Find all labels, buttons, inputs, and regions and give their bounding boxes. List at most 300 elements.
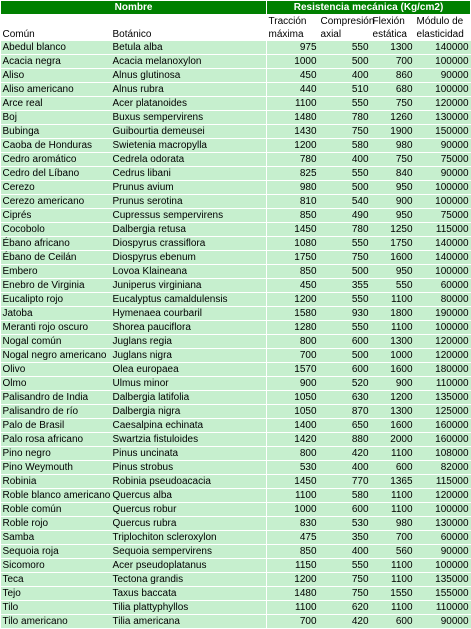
cell-modulo: 120000 — [415, 97, 471, 111]
cell-botanico: Diospyrus crassiflora — [111, 237, 267, 251]
cell-traccion: 1580 — [267, 307, 319, 321]
cell-botanico: Taxus baccata — [111, 587, 267, 601]
cell-botanico: Eucalyptus camaldulensis — [111, 293, 267, 307]
cell-botanico: Olea europaea — [111, 363, 267, 377]
table-row — [1, 601, 471, 615]
cell-traccion: 450 — [267, 279, 319, 293]
cell-compresion: 550 — [319, 559, 371, 573]
cell-modulo: 120000 — [415, 489, 471, 503]
table-row — [1, 139, 471, 153]
cell-compresion: 780 — [319, 111, 371, 125]
cell-compresion: 530 — [319, 517, 371, 531]
cell-traccion: 850 — [267, 265, 319, 279]
cell-botanico: Prunus avium — [111, 181, 267, 195]
cell-flexion: 600 — [371, 461, 415, 475]
table-row — [1, 335, 471, 349]
cell-comun: Olivo — [1, 363, 111, 377]
cell-compresion: 520 — [319, 377, 371, 391]
cell-comun: Jatoba — [1, 307, 111, 321]
cell-comun: Tilo — [1, 601, 111, 615]
cell-flexion: 1100 — [371, 503, 415, 517]
cell-traccion: 700 — [267, 349, 319, 363]
cell-compresion: 490 — [319, 209, 371, 223]
cell-flexion: 700 — [371, 55, 415, 69]
cell-flexion: 1100 — [371, 601, 415, 615]
cell-compresion: 600 — [319, 363, 371, 377]
table-row — [1, 545, 471, 559]
cell-comun: Palo de Brasil — [1, 419, 111, 433]
cell-modulo: 135000 — [415, 573, 471, 587]
cell-flexion: 950 — [371, 181, 415, 195]
cell-compresion: 500 — [319, 181, 371, 195]
cell-modulo: 90000 — [415, 69, 471, 83]
nombre-header: Nombre — [1, 1, 267, 15]
cell-modulo: 100000 — [415, 181, 471, 195]
table-row — [1, 307, 471, 321]
cell-modulo: 130000 — [415, 517, 471, 531]
cell-compresion: 620 — [319, 601, 371, 615]
cell-comun: Aliso — [1, 69, 111, 83]
cell-compresion: 780 — [319, 223, 371, 237]
cell-traccion: 1450 — [267, 223, 319, 237]
table-row — [1, 69, 471, 83]
cell-flexion: 1550 — [371, 587, 415, 601]
cell-flexion: 1900 — [371, 125, 415, 139]
cell-botanico: Quercus rubra — [111, 517, 267, 531]
cell-comun: Nogal negro americano — [1, 349, 111, 363]
cell-modulo: 90000 — [415, 615, 471, 629]
cell-modulo: 100000 — [415, 55, 471, 69]
cell-modulo: 135000 — [415, 391, 471, 405]
cell-comun: Caoba de Honduras — [1, 139, 111, 153]
cell-modulo: 90000 — [415, 167, 471, 181]
cell-comun: Roble blanco americano — [2, 490, 111, 501]
cell-comun: Sicomoro — [1, 559, 111, 573]
cell-comun: Sequoia roja — [1, 545, 111, 559]
cell-comun: Eucalipto rojo — [1, 293, 111, 307]
cell-compresion: 550 — [319, 293, 371, 307]
cell-compresion: 550 — [319, 97, 371, 111]
cell-comun: Ébano africano — [1, 237, 111, 251]
cell-comun: Boj — [1, 111, 111, 125]
cell-comun: Meranti rojo oscuro — [1, 321, 111, 335]
resistencia-header: Resistencia mecánica (Kg/cm2) — [267, 1, 471, 15]
cell-comun: Acacia negra — [1, 55, 111, 69]
cell-compresion: 630 — [319, 391, 371, 405]
table-row — [1, 41, 471, 55]
cell-modulo: 110000 — [415, 377, 471, 391]
cell-traccion: 975 — [267, 41, 319, 55]
cell-modulo: 160000 — [415, 419, 471, 433]
cell-compresion: 400 — [319, 545, 371, 559]
col-compresion-line2: axial — [320, 29, 342, 40]
cell-comun: Samba — [1, 531, 111, 545]
cell-compresion: 500 — [319, 55, 371, 69]
cell-traccion: 1400 — [267, 419, 319, 433]
table-row — [1, 237, 471, 251]
table-row — [1, 321, 471, 335]
cell-modulo: 140000 — [415, 41, 471, 55]
cell-botanico: Shorea pauciflora — [111, 321, 267, 335]
table-row — [1, 293, 471, 307]
cell-traccion: 700 — [267, 615, 319, 629]
cell-flexion: 980 — [371, 517, 415, 531]
cell-comun: Roble rojo — [1, 517, 111, 531]
col-compresion — [319, 15, 375, 42]
table-row — [1, 419, 471, 433]
cell-traccion: 850 — [267, 209, 319, 223]
cell-traccion: 1150 — [267, 559, 319, 573]
cell-flexion: 1300 — [371, 41, 415, 55]
cell-botanico: Sequoia sempervirens — [111, 545, 267, 559]
cell-compresion: 750 — [319, 573, 371, 587]
cell-botanico: Dalbergia nigra — [111, 405, 267, 419]
cell-traccion: 450 — [267, 69, 319, 83]
table-row — [1, 489, 471, 503]
cell-modulo: 100000 — [415, 195, 471, 209]
cell-traccion: 900 — [267, 377, 319, 391]
cell-traccion: 830 — [267, 517, 319, 531]
col-modulo-line2: elasticidad — [416, 29, 464, 40]
cell-flexion: 1100 — [371, 293, 415, 307]
table-row — [1, 615, 471, 629]
cell-flexion: 700 — [371, 531, 415, 545]
cell-traccion: 1420 — [267, 433, 319, 447]
cell-compresion: 550 — [319, 41, 371, 55]
cell-flexion: 750 — [371, 97, 415, 111]
cell-traccion: 1200 — [267, 573, 319, 587]
cell-botanico: Hymenaea courbaril — [111, 307, 267, 321]
cell-flexion: 980 — [371, 139, 415, 153]
cell-modulo: 100000 — [415, 503, 471, 517]
cell-comun: Aliso americano — [1, 83, 111, 97]
cell-flexion: 1000 — [371, 349, 415, 363]
cell-compresion: 580 — [319, 489, 371, 503]
cell-comun: Tilo americano — [1, 615, 111, 629]
cell-comun: Palisandro de río — [1, 405, 111, 419]
cell-flexion: 840 — [371, 167, 415, 181]
cell-modulo: 90000 — [415, 545, 471, 559]
cell-flexion: 1100 — [371, 321, 415, 335]
cell-modulo: 100000 — [415, 321, 471, 335]
cell-comun: Pino Weymouth — [1, 461, 111, 475]
cell-modulo: 110000 — [415, 601, 471, 615]
table-body — [1, 15, 471, 629]
table-row — [1, 461, 471, 475]
col-compresion-line1: Compresión — [320, 16, 375, 27]
cell-flexion: 1600 — [371, 419, 415, 433]
col-flexion — [371, 15, 415, 42]
cell-flexion: 860 — [371, 69, 415, 83]
col-modulo-line1: Módulo de — [416, 16, 464, 27]
cell-botanico: Prunus serotina — [111, 195, 267, 209]
cell-botanico: Dalbergia retusa — [111, 223, 267, 237]
cell-compresion: 580 — [319, 139, 371, 153]
cell-traccion: 1080 — [267, 237, 319, 251]
table-row — [1, 391, 471, 405]
col-modulo — [415, 15, 471, 42]
cell-modulo: 150000 — [415, 125, 471, 139]
cell-flexion: 680 — [371, 83, 415, 97]
table-row — [1, 83, 471, 97]
cell-compresion: 770 — [319, 475, 371, 489]
table-row — [1, 475, 471, 489]
table-row — [1, 153, 471, 167]
table-row — [1, 363, 471, 377]
cell-modulo: 100000 — [415, 83, 471, 97]
cell-flexion: 1100 — [371, 573, 415, 587]
cell-comun: Robinia — [1, 475, 111, 489]
cell-botanico: Acacia melanoxylon — [111, 55, 267, 69]
cell-flexion: 950 — [371, 209, 415, 223]
col-traccion-line2: máxima — [268, 29, 304, 40]
cell-botanico: Cedrus libani — [111, 167, 267, 181]
cell-botanico: Acer pseudoplatanus — [111, 559, 267, 573]
table-row — [1, 223, 471, 237]
table-row — [1, 265, 471, 279]
cell-comun: Roble común — [1, 503, 111, 517]
table-row — [1, 209, 471, 223]
cell-compresion: 600 — [319, 503, 371, 517]
cell-flexion: 2000 — [371, 433, 415, 447]
cell-compresion: 750 — [319, 251, 371, 265]
cell-flexion: 1365 — [371, 475, 415, 489]
table-row — [1, 349, 471, 363]
cell-traccion: 980 — [267, 181, 319, 195]
cell-modulo: 100000 — [415, 559, 471, 573]
cell-modulo: 130000 — [415, 111, 471, 125]
cell-traccion: 810 — [267, 195, 319, 209]
cell-compresion: 930 — [319, 307, 371, 321]
cell-modulo: 120000 — [415, 335, 471, 349]
cell-comun: Tejo — [1, 587, 111, 601]
cell-modulo: 115000 — [415, 475, 471, 489]
table-row — [1, 433, 471, 447]
cell-modulo: 75000 — [415, 209, 471, 223]
cell-botanico: Dalbergia latifolia — [111, 391, 267, 405]
cell-flexion: 1600 — [371, 251, 415, 265]
cell-modulo: 190000 — [415, 307, 471, 321]
cell-compresion: 500 — [319, 265, 371, 279]
col-comun: Común — [2, 29, 35, 40]
cell-traccion: 1750 — [267, 251, 319, 265]
cell-botanico: Buxus sempervirens — [111, 111, 267, 125]
table-row — [1, 573, 471, 587]
cell-botanico: Quercus robur — [111, 503, 267, 517]
cell-compresion: 400 — [319, 69, 371, 83]
cell-traccion: 1100 — [267, 97, 319, 111]
table-row — [1, 503, 471, 517]
cell-flexion: 600 — [371, 615, 415, 629]
cell-traccion: 825 — [267, 167, 319, 181]
cell-botanico: Pinus uncinata — [111, 447, 267, 461]
col-traccion-line1: Tracción — [268, 16, 307, 27]
cell-comun: Cedro aromático — [1, 153, 111, 167]
cell-traccion: 1000 — [267, 503, 319, 517]
cell-flexion: 1300 — [371, 405, 415, 419]
cell-flexion: 1300 — [371, 335, 415, 349]
cell-botanico: Caesalpina echinata — [111, 419, 267, 433]
table-row — [1, 125, 471, 139]
cell-botanico: Quercus alba — [111, 489, 267, 503]
cell-comun: Palisandro de India — [1, 391, 111, 405]
cell-botanico: Juniperus virginiana — [111, 279, 267, 293]
cell-traccion: 1000 — [267, 55, 319, 69]
cell-botanico: Robinia pseudoacacia — [111, 475, 267, 489]
cell-comun: Nogal común — [1, 335, 111, 349]
cell-traccion: 780 — [267, 153, 319, 167]
cell-traccion: 475 — [267, 531, 319, 545]
table-row — [1, 195, 471, 209]
cell-modulo: 140000 — [415, 251, 471, 265]
cell-compresion: 355 — [319, 279, 371, 293]
cell-comun: Cerezo americano — [1, 195, 111, 209]
cell-comun: Arce real — [1, 97, 111, 111]
cell-flexion: 1100 — [371, 559, 415, 573]
cell-modulo: 160000 — [415, 433, 471, 447]
cell-botanico: Alnus glutinosa — [111, 69, 267, 83]
header-row — [1, 1, 471, 15]
cell-flexion: 900 — [371, 195, 415, 209]
cell-traccion: 1450 — [267, 475, 319, 489]
col-flexion-line1: Flexión — [372, 16, 405, 27]
cell-botanico: Acer platanoides — [111, 97, 267, 111]
cell-comun: Enebro de Virginia — [1, 279, 111, 293]
cell-flexion: 1100 — [371, 447, 415, 461]
cell-botanico: Alnus rubra — [111, 83, 267, 97]
cell-compresion: 880 — [319, 433, 371, 447]
table-row — [1, 111, 471, 125]
cell-modulo: 82000 — [415, 461, 471, 475]
cell-comun: Palo rosa africano — [1, 433, 111, 447]
cell-botanico: Cedrela odorata — [111, 153, 267, 167]
cell-compresion: 870 — [319, 405, 371, 419]
cell-botanico: Swartzia fistuloides — [111, 433, 267, 447]
cell-compresion: 420 — [319, 447, 371, 461]
cell-flexion: 1260 — [371, 111, 415, 125]
cell-compresion: 350 — [319, 531, 371, 545]
cell-modulo: 108000 — [415, 447, 471, 461]
cell-comun: Ébano de Ceilán — [1, 251, 111, 265]
cell-compresion: 500 — [319, 349, 371, 363]
cell-botanico: Pinus strobus — [111, 461, 267, 475]
cell-comun: Ciprés — [1, 209, 111, 223]
cell-flexion: 560 — [371, 545, 415, 559]
cell-comun: Cedro del Líbano — [1, 167, 111, 181]
cell-compresion: 600 — [319, 335, 371, 349]
cell-modulo: 115000 — [415, 223, 471, 237]
cell-comun: Olmo — [1, 377, 111, 391]
cell-traccion: 850 — [267, 545, 319, 559]
cell-flexion: 1750 — [371, 237, 415, 251]
cell-modulo: 155000 — [415, 587, 471, 601]
cell-flexion: 950 — [371, 265, 415, 279]
cell-botanico: Tilia americana — [111, 615, 267, 629]
table-row — [1, 587, 471, 601]
table-row — [1, 251, 471, 265]
cell-traccion: 800 — [267, 447, 319, 461]
cell-modulo: 80000 — [415, 293, 471, 307]
cell-traccion: 800 — [267, 335, 319, 349]
cell-modulo: 120000 — [415, 349, 471, 363]
cell-compresion: 420 — [319, 615, 371, 629]
cell-comun: Abedul blanco — [1, 41, 111, 55]
table-row — [1, 531, 471, 545]
cell-compresion: 750 — [319, 587, 371, 601]
table-row — [1, 447, 471, 461]
table-row — [1, 279, 471, 293]
col-traccion — [267, 15, 319, 42]
cell-flexion: 550 — [371, 279, 415, 293]
cell-traccion: 1200 — [267, 293, 319, 307]
cell-comun: Teca — [1, 573, 111, 587]
cell-traccion: 1050 — [267, 405, 319, 419]
cell-traccion: 1480 — [267, 111, 319, 125]
cell-compresion: 400 — [319, 461, 371, 475]
cell-traccion: 1570 — [267, 363, 319, 377]
cell-modulo: 90000 — [415, 139, 471, 153]
cell-traccion: 440 — [267, 83, 319, 97]
cell-compresion: 550 — [319, 167, 371, 181]
cell-comun: Cerezo — [1, 181, 111, 195]
cell-botanico: Juglans regia — [111, 335, 267, 349]
cell-traccion: 1200 — [267, 139, 319, 153]
cell-traccion: 1430 — [267, 125, 319, 139]
cell-botanico: Tilia plattyphyllos — [111, 601, 267, 615]
cell-comun: Pino negro — [1, 447, 111, 461]
cell-comun: Embero — [1, 265, 111, 279]
cell-modulo: 75000 — [415, 153, 471, 167]
cell-botanico: Diospyrus ebenum — [111, 251, 267, 265]
cell-traccion: 530 — [267, 461, 319, 475]
cell-botanico: Tectona grandis — [111, 573, 267, 587]
cell-flexion: 900 — [371, 377, 415, 391]
cell-modulo: 100000 — [415, 265, 471, 279]
table-row — [1, 97, 471, 111]
cell-compresion: 510 — [319, 83, 371, 97]
cell-traccion: 1280 — [267, 321, 319, 335]
cell-traccion: 1480 — [267, 587, 319, 601]
cell-botanico: Ulmus minor — [111, 377, 267, 391]
cell-flexion: 1600 — [371, 363, 415, 377]
cell-modulo: 60000 — [415, 279, 471, 293]
col-botanico: Botánico — [112, 29, 152, 40]
cell-traccion: 1100 — [267, 601, 319, 615]
cell-botanico: Betula alba — [111, 41, 267, 55]
cell-modulo: 125000 — [415, 405, 471, 419]
cell-compresion: 540 — [319, 195, 371, 209]
cell-traccion: 1100 — [267, 489, 319, 503]
cell-compresion: 550 — [319, 321, 371, 335]
table-row — [1, 167, 471, 181]
cell-botanico: Lovoa Klaineana — [111, 265, 267, 279]
cell-botanico: Guibourtia demeusei — [111, 125, 267, 139]
cell-modulo: 140000 — [415, 237, 471, 251]
cell-compresion: 750 — [319, 125, 371, 139]
table-row — [1, 181, 471, 195]
col-flexion-line2: estática — [372, 29, 407, 40]
cell-flexion: 1100 — [371, 489, 415, 503]
table-row — [1, 405, 471, 419]
cell-flexion: 1200 — [371, 391, 415, 405]
table-row — [1, 559, 471, 573]
cell-comun: Cocobolo — [1, 223, 111, 237]
cell-compresion: 650 — [319, 419, 371, 433]
cell-botanico: Juglans nigra — [111, 349, 267, 363]
table-row — [1, 517, 471, 531]
cell-comun: Bubinga — [1, 125, 111, 139]
cell-traccion: 1050 — [267, 391, 319, 405]
